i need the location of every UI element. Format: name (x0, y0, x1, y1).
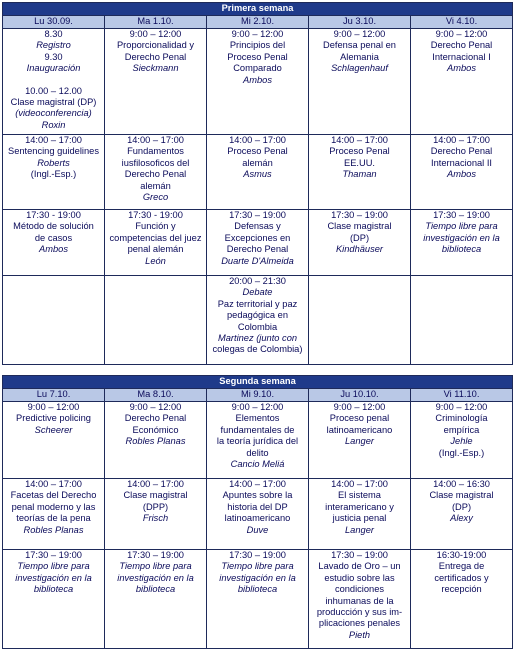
session-line: Principios del (229, 40, 286, 51)
week1-session-row (3, 210, 513, 276)
session-line: Roxin (41, 119, 66, 130)
session-line: 9:00 – 12:00 (129, 402, 182, 412)
session-line: Lavado de Oro – un (318, 561, 401, 572)
session-line: 14:00 – 17:00 (127, 135, 184, 145)
week1-session-row (3, 29, 513, 135)
session-line: biblioteca (135, 584, 176, 595)
session-line: Duve (246, 524, 269, 535)
session-line: certificados y (434, 572, 489, 583)
session-line: Robles Planas (125, 436, 186, 447)
session-cell (309, 135, 411, 210)
session-line: (videoconferencia) (15, 108, 92, 119)
session-line: investigación en la (219, 572, 296, 583)
week1-session-row (3, 276, 513, 365)
week1-day: Mi 2.10. (207, 16, 309, 29)
session-line: Proceso Penal (227, 146, 288, 157)
session-line: biblioteca (237, 584, 278, 595)
session-line: Elementos (235, 413, 280, 424)
week1-session-row (3, 135, 513, 210)
week1-day: Ju 3.10. (309, 16, 411, 29)
session-line: investigación en la (15, 572, 92, 583)
session-cell (105, 210, 207, 276)
session-line: Langer (345, 524, 374, 535)
session-cell (411, 276, 513, 365)
session-cell (207, 550, 309, 649)
session-line: Comparado (233, 63, 282, 74)
session-line: colegas de Colombia) (212, 344, 303, 355)
session-line: Pieth (348, 629, 371, 640)
session-line: Asmus (243, 169, 272, 180)
session-line: 17:30 – 19:00 (25, 550, 82, 560)
session-line: 14:00 – 17:00 (433, 135, 490, 145)
session-line: 9:00 – 12:00 (435, 402, 488, 412)
session-line: Duarte D'Almeida (221, 255, 294, 266)
session-line: 17:30 – 19:00 (229, 550, 286, 560)
session-line: iusfilosoficos del (121, 157, 190, 168)
session-cell (411, 29, 513, 135)
session-line: Tiempo libre para (425, 221, 498, 232)
session-line: Ambos (447, 169, 476, 180)
session-line: 17:30 – 19:00 (229, 210, 286, 220)
session-line: Ambos (243, 74, 272, 85)
session-cell (105, 402, 207, 479)
session-line: 9:00 – 12:00 (27, 402, 80, 412)
session-line: investigación en la (117, 572, 194, 583)
session-line: Alemania (340, 51, 379, 62)
session-line: Derecho Penal (430, 40, 493, 51)
session-cell (207, 402, 309, 479)
session-line: Debate (242, 287, 273, 298)
week1-day: Ma 1.10. (105, 16, 207, 29)
session-line: 14:00 – 17:00 (229, 135, 286, 145)
session-line: 9:00 – 12:00 (231, 402, 284, 412)
session-line: Proceso Penal (227, 51, 288, 62)
session-line: Greco (142, 192, 169, 203)
session-cell (105, 479, 207, 550)
session-line: 9:00 – 12:00 (333, 29, 386, 39)
session-line: Clase magistral (DP) (10, 97, 97, 108)
session-line: la teoría jurídica del (216, 436, 299, 447)
session-line: Inauguración (26, 63, 81, 74)
session-cell (3, 479, 105, 550)
session-line: Cancio Meliá (230, 459, 285, 470)
session-line: Económico (132, 424, 179, 435)
session-line: 17:30 – 19:00 (331, 210, 388, 220)
session-line: EE.UU. (344, 157, 375, 168)
session-cell (105, 135, 207, 210)
session-line: León (145, 255, 166, 266)
week1-day: Vi 4.10. (411, 16, 513, 29)
session-line: Proceso penal (329, 413, 390, 424)
session-line: Defensas y (234, 221, 281, 232)
session-line: de casos (34, 232, 73, 243)
week2-title: Segunda semana (3, 376, 513, 389)
session-line: Schlagenhauf (331, 63, 388, 74)
session-cell (411, 550, 513, 649)
session-line: latinoamericano (326, 424, 393, 435)
session-line: Facetas del Derecho (10, 490, 97, 501)
session-line: estudio sobre las (324, 572, 395, 583)
session-line: Scheerer (34, 424, 73, 435)
session-cell (207, 135, 309, 210)
session-cell (207, 29, 309, 135)
session-line: Internacional II (431, 157, 492, 168)
session-line: Paz territorial y paz (217, 298, 298, 309)
session-line: Derecho Penal (124, 413, 187, 424)
session-line: 10.00 – 12.00 (25, 85, 82, 96)
session-line: Tiempo libre para (17, 561, 90, 572)
session-line: Tiempo libre para (119, 561, 192, 572)
session-line: plicaciones penales (318, 618, 401, 629)
session-line: teorías de la pena (16, 513, 91, 524)
session-cell (3, 276, 105, 365)
session-line: 17:30 – 19:00 (127, 550, 184, 560)
session-line: 17:30 – 19:00 (433, 210, 490, 220)
session-line: Thaman (342, 169, 377, 180)
session-line: biblioteca (33, 584, 74, 595)
session-line: Ambos (447, 63, 476, 74)
session-line: 14:00 – 17:00 (331, 135, 388, 145)
session-line: Derecho Penal (226, 244, 289, 255)
session-line: Martinez (junto con (217, 333, 298, 344)
session-line: Roberts (37, 157, 70, 168)
session-line: 14:00 – 17:00 (25, 135, 82, 145)
session-line: biblioteca (441, 244, 482, 255)
session-line: condiciones (334, 584, 385, 595)
session-line: (Ingl.-Esp.) (30, 169, 77, 180)
session-line: Clase magistral (123, 490, 188, 501)
session-line: 8.30 (44, 29, 63, 39)
session-line: Apuntes sobre la (222, 490, 293, 501)
session-cell (411, 402, 513, 479)
session-line: 16:30-19:00 (436, 550, 487, 560)
session-line: 9:00 – 12:00 (231, 29, 284, 39)
session-line: historia del DP (227, 501, 288, 512)
session-cell (3, 135, 105, 210)
session-line: fundamentales de (220, 424, 295, 435)
session-line: (Ingl.-Esp.) (438, 447, 485, 458)
session-line: 9.30 (44, 51, 63, 62)
session-cell (309, 29, 411, 135)
session-line: 17:30 - 19:00 (128, 210, 183, 220)
session-line: 14:00 – 17:00 (127, 479, 184, 489)
session-cell (309, 402, 411, 479)
session-line: 14:00 – 16:30 (433, 479, 490, 489)
session-cell (105, 276, 207, 365)
session-line: interamericano y (325, 501, 394, 512)
session-line: (DP) (451, 501, 472, 512)
session-line: (DP) (349, 232, 370, 243)
session-line: Jehle (450, 436, 473, 447)
session-cell (3, 550, 105, 649)
session-line: Proporcionalidad y (116, 40, 194, 51)
session-line: producción y sus im- (316, 607, 403, 618)
session-line: penal moderno y las (11, 501, 96, 512)
separator-cell (3, 365, 513, 376)
session-cell (105, 550, 207, 649)
session-cell (3, 29, 105, 135)
session-line: Tiempo libre para (221, 561, 294, 572)
session-line: 14:00 – 17:00 (229, 479, 286, 489)
session-line: Registro (36, 40, 71, 51)
week1-title: Primera semana (3, 3, 513, 16)
week2-days-row (3, 389, 513, 402)
session-line: alemán (140, 180, 171, 191)
week1-header-row (3, 3, 513, 16)
week2-session-row (3, 479, 513, 550)
session-line: Derecho Penal (124, 51, 187, 62)
session-line: Frisch (142, 513, 169, 524)
session-line: Internacional I (432, 51, 491, 62)
session-cell (309, 210, 411, 276)
session-line: Derecho Penal (430, 146, 493, 157)
session-line: Método de solución (13, 221, 94, 232)
week2-session-row (3, 402, 513, 479)
session-line: Langer (345, 436, 374, 447)
session-line: recepción (441, 584, 482, 595)
session-line: inhumanas de la (325, 595, 394, 606)
week2-day: Lu 7.10. (3, 389, 105, 402)
session-line: Entrega de (438, 561, 485, 572)
session-cell (207, 479, 309, 550)
session-line: Fundamentos (127, 146, 184, 157)
session-line: Proceso Penal (329, 146, 390, 157)
session-line: Función y (135, 221, 176, 232)
session-line: 9:00 – 12:00 (333, 402, 386, 412)
session-line: latinoamericano (224, 513, 291, 524)
session-line: competencias del juez (109, 232, 202, 243)
session-line: 20:00 – 21:30 (229, 276, 286, 286)
session-line: empírica (443, 424, 480, 435)
session-line: 17:30 – 19:00 (331, 550, 388, 560)
session-line: Criminología (435, 413, 488, 424)
session-line: Alexy (450, 513, 473, 524)
week2-day: Ma 8.10. (105, 389, 207, 402)
session-cell (207, 276, 309, 365)
week2-day: Ju 10.10. (309, 389, 411, 402)
session-cell (3, 210, 105, 276)
session-line: Predictive policing (16, 413, 91, 424)
week2-day: Vi 11.10. (411, 389, 513, 402)
session-line: investigación en la (423, 232, 500, 243)
session-cell (411, 210, 513, 276)
session-line: Ambos (39, 244, 68, 255)
session-line: penal alemán (127, 244, 184, 255)
session-line: Kindhäuser (335, 244, 384, 255)
week2-day: Mi 9.10. (207, 389, 309, 402)
session-line: Sentencing guidelines (8, 146, 99, 157)
session-line: 9:00 – 12:00 (129, 29, 182, 39)
session-line: Clase magistral (327, 221, 392, 232)
session-line: Defensa penal en (323, 40, 396, 51)
session-line: Robles Planas (23, 524, 84, 535)
session-cell (207, 210, 309, 276)
session-cell (309, 276, 411, 365)
week-separator (3, 365, 513, 376)
session-line: 17:30 - 19:00 (26, 210, 81, 220)
session-cell (309, 550, 411, 649)
session-line: Clase magistral (429, 490, 494, 501)
session-line: 14:00 – 17:00 (25, 479, 82, 489)
session-line: justicia penal (332, 513, 387, 524)
week1-day: Lu 30.09. (3, 16, 105, 29)
session-line: El sistema (338, 490, 381, 501)
session-line: 14:00 – 17:00 (331, 479, 388, 489)
session-cell (411, 135, 513, 210)
week1-days-row (3, 16, 513, 29)
week2-session-row (3, 550, 513, 649)
session-line: delito (246, 447, 269, 458)
session-line: pedagógica en (226, 310, 288, 321)
session-line: Colombia (237, 321, 278, 332)
session-line: Excepciones en (224, 232, 291, 243)
spacer (5, 75, 102, 86)
session-line: (DPP) (142, 501, 169, 512)
schedule-table (2, 2, 513, 649)
session-cell (3, 402, 105, 479)
week2-header-row (3, 376, 513, 389)
session-cell (411, 479, 513, 550)
session-line: 9:00 – 12:00 (435, 29, 488, 39)
session-cell (105, 29, 207, 135)
session-cell (309, 479, 411, 550)
session-line: Derecho Penal (124, 169, 187, 180)
session-line: alemán (242, 157, 273, 168)
session-line: Sieckmann (132, 63, 179, 74)
